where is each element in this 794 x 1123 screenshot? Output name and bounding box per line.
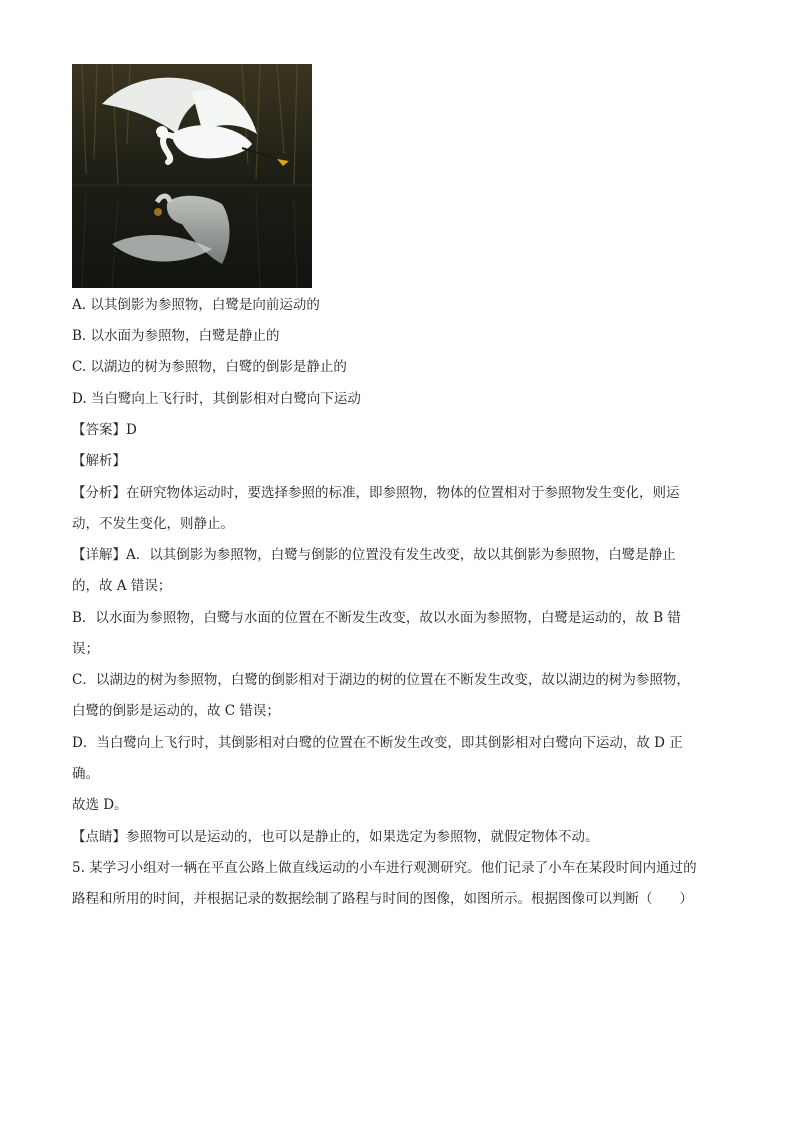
option-a: A. 以其倒影为参照物，白鹭是向前运动的 <box>72 297 320 313</box>
detail-line-6: 白鹭的倒影是运动的，故 C 错误； <box>72 703 280 719</box>
detail-line-1: 【详解】A．以其倒影为参照物，白鹭与倒影的位置没有发生改变，故以其倒影为参照物，白鹭是静止 <box>72 547 676 563</box>
analysis-line-1: 【分析】在研究物体运动时，要选择参照的标准，即参照物，物体的位置相对于参照物发生变化，则运 <box>72 485 680 501</box>
egret-reflection-image <box>72 64 312 288</box>
detail-line-3: B．以水面为参照物，白鹭与水面的位置在不断发生改变，故以水面为参照物，白鹭是运动的，故 B 错 <box>72 610 681 626</box>
egret-photo-svg <box>72 64 312 288</box>
analysis-heading: 【解析】 <box>72 453 126 469</box>
detail-line-4: 误； <box>72 641 99 657</box>
question5-line-1: 5. 某学习小组对一辆在平直公路上做直线运动的小车进行观测研究。他们记录了小车在某段时间内通过的 <box>72 860 697 876</box>
option-d: D. 当白鹭向上飞行时，其倒影相对白鹭向下运动 <box>72 391 361 407</box>
answer-line: 【答案】D <box>72 422 137 438</box>
option-c: C. 以湖边的树为参照物，白鹭的倒影是静止的 <box>72 359 347 375</box>
detail-line-9: 故选 D。 <box>72 797 128 813</box>
detail-line-8: 确。 <box>72 766 99 782</box>
question5-line-2: 路程和所用的时间，并根据记录的数据绘制了路程与时间的图像，如图所示。根据图像可以判断（ ） <box>72 891 693 907</box>
analysis-line-2: 动，不发生变化，则静止。 <box>72 516 234 532</box>
option-b: B. 以水面为参照物，白鹭是静止的 <box>72 328 280 344</box>
comment-line: 【点睛】参照物可以是运动的，也可以是静止的，如果选定为参照物，就假定物体不动。 <box>72 829 599 845</box>
detail-line-7: D．当白鹭向上飞行时，其倒影相对白鹭的位置在不断发生改变，即其倒影相对白鹭向下运动，故 D 正 <box>72 735 683 751</box>
detail-line-2: 的，故 A 错误； <box>72 578 172 594</box>
detail-line-5: C．以湖边的树为参照物，白鹭的倒影相对于湖边的树的位置在不断发生改变，故以湖边的树为参照物， <box>72 672 690 688</box>
